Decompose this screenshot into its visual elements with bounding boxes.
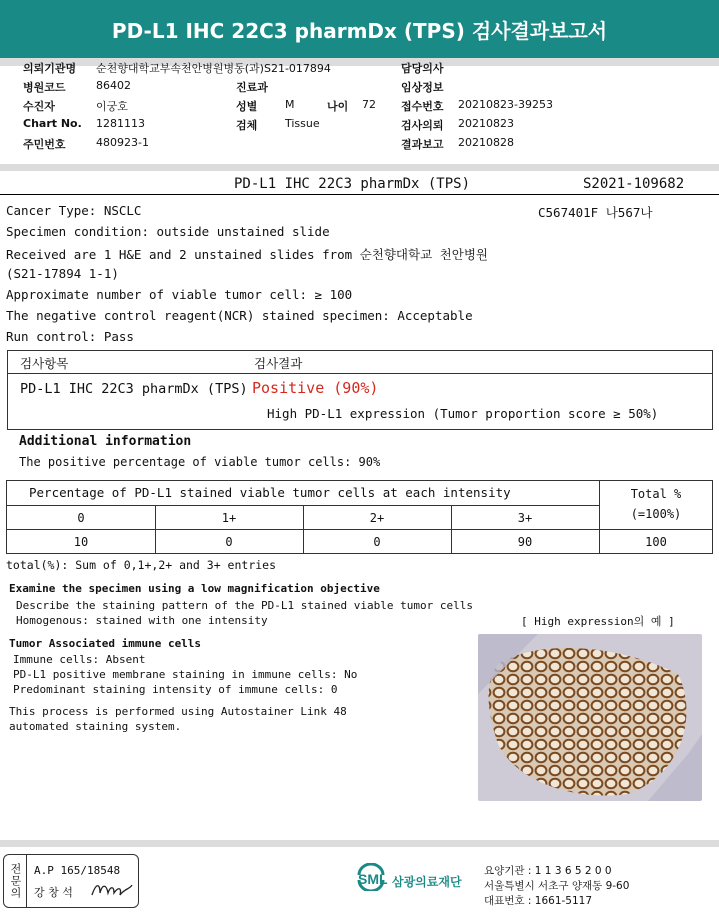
immune-line: Immune cells: Absent [13, 653, 146, 666]
immune-line: Predominant staining intensity of immune cells: 0 [13, 683, 338, 696]
chart-value: 1281113 [96, 117, 145, 130]
result-box [7, 350, 713, 430]
received-slides: Received are 1 H&E and 2 unstained slides from 순천향대학교 천안병원 [6, 247, 488, 262]
image-caption: [ High expression의 예 ] [521, 615, 675, 628]
case-code: C567401F 나567나 [538, 205, 653, 220]
age-label: 나이 [327, 100, 349, 113]
stamp-ap: A.P 165/18548 [34, 864, 121, 877]
company-phone: 대표번호 : 1661-5117 [484, 895, 593, 907]
pathologist-stamp [3, 854, 139, 908]
specimen-condition: Specimen condition: outside unstained slide [6, 224, 330, 239]
clinical-label: 임상정보 [401, 81, 444, 94]
pathologist-name: 강 창 석 [34, 886, 73, 899]
specimen-value: Tissue [285, 117, 320, 130]
intensity-table [6, 480, 713, 554]
hospital-code-label: 병원코드 [23, 81, 66, 94]
table-cell: 90 [517, 535, 533, 549]
chart-label: Chart No. [23, 117, 82, 130]
high-expression-example-image [478, 634, 702, 801]
accession-value: 20210823-39253 [458, 98, 553, 111]
column-header: 1+ [221, 511, 237, 525]
company-address: 서울특별시 서초구 양재동 9-60 [484, 880, 630, 892]
divider [0, 164, 719, 171]
intensity-table-header: Percentage of PD-L1 stained viable tumor cells at each intensity [29, 485, 511, 500]
logo-text: SML [358, 871, 388, 887]
result-value: Positive (90%) [252, 379, 379, 397]
result-header: 검사결과 [254, 356, 303, 371]
examine-line: Describe the staining pattern of the PD-L1 stained viable tumor cells [16, 599, 473, 612]
resident-value: 480923-1 [96, 136, 149, 149]
run-control: Run control: Pass [6, 329, 134, 344]
signature-icon [90, 879, 134, 901]
column-header: 2+ [369, 511, 385, 525]
test-item: PD-L1 IHC 22C3 pharmDx (TPS) [20, 381, 248, 397]
receiver-label: 수진자 [23, 100, 55, 113]
rule [0, 194, 719, 195]
immune-line: PD-L1 positive membrane staining in immune cells: No [13, 668, 358, 681]
stamp-label-box [4, 855, 27, 907]
age-value: 72 [362, 98, 376, 111]
total-header-sub: (=100%) [630, 507, 682, 521]
receiver-value: 이궁호 [96, 100, 128, 113]
specimen-label: 검체 [236, 119, 258, 132]
process-line: automated staining system. [9, 720, 182, 733]
viable-cell-count: Approximate number of viable tumor cell: ≥ 100 [6, 287, 353, 302]
item-header: 검사항목 [20, 356, 69, 371]
column-header: 3+ [517, 511, 533, 525]
resident-label: 주민번호 [23, 138, 66, 151]
expression-level: High PD-L1 expression (Tumor proportion score ≥ 50%) [267, 406, 659, 421]
sex-value: M [285, 98, 295, 111]
table-total: 100 [645, 535, 667, 549]
stamp-label: 전문의 [9, 863, 22, 899]
examine-line: Homogenous: stained with one intensity [16, 614, 268, 627]
report-date-label: 결과보고 [401, 138, 444, 151]
accession-label: 접수번호 [401, 100, 444, 113]
report-title: PD-L1 IHC 22C3 pharmDx (TPS) 검사결과보고서 [111, 18, 608, 43]
doctor-label: 담당의사 [401, 62, 444, 75]
dept-label: 진료과 [236, 81, 268, 94]
table-note: total(%): Sum of 0,1+,2+ and 3+ entries [6, 558, 277, 572]
report-title-bar [0, 0, 719, 58]
report-test-title: PD-L1 IHC 22C3 pharmDx (TPS) [234, 176, 471, 192]
column-header: 0 [77, 511, 85, 525]
table-cell: 0 [225, 535, 233, 549]
total-header: Total % [630, 487, 682, 501]
hospital-code-value: 86402 [96, 79, 131, 92]
report-date-value: 20210828 [458, 136, 514, 149]
institution-value: 순천향대학교부속천안병원병동(과)S21-017894 [96, 62, 331, 75]
examine-heading: Examine the specimen using a low magnification objective [9, 582, 380, 595]
table-cell: 0 [373, 535, 381, 549]
positive-percentage: The positive percentage of viable tumor cells: 90% [19, 455, 381, 469]
divider [0, 840, 719, 847]
institution-code: 요양기관 : 1 1 3 6 5 2 0 0 [484, 865, 612, 877]
company-name: 삼광의료재단 [392, 875, 462, 889]
sex-label: 성별 [236, 100, 258, 113]
ncr-status: The negative control reagent(NCR) stained specimen: Acceptable [6, 308, 473, 323]
request-label: 검사의뢰 [401, 119, 444, 132]
received-id: (S21-17894 1-1) [6, 266, 119, 281]
result-box-rule [8, 373, 712, 374]
case-number: S2021-109682 [583, 176, 685, 192]
table-rule [7, 529, 712, 530]
additional-heading: Additional information [19, 434, 192, 449]
process-line: This process is performed using Autostainer Link 48 [9, 705, 347, 718]
table-cell: 10 [73, 535, 89, 549]
immune-heading: Tumor Associated immune cells [9, 637, 202, 650]
request-value: 20210823 [458, 117, 514, 130]
institution-label: 의뢰기관명 [23, 62, 77, 75]
cancer-type: Cancer Type: NSCLC [6, 203, 142, 218]
